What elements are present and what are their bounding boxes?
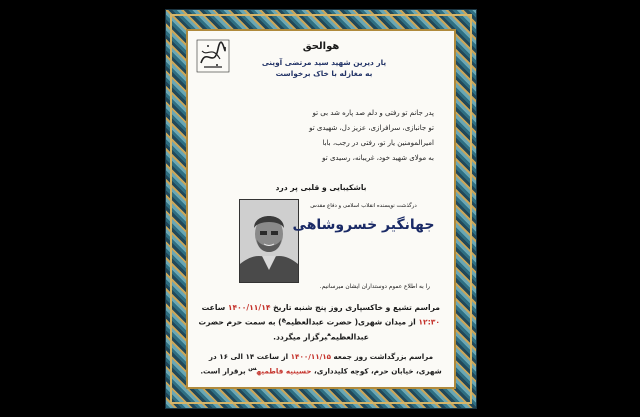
mourning-title: باشکیبایی و قلبی پر درد bbox=[275, 183, 367, 192]
header-line-2: به مغازله با خاک برخواست bbox=[275, 69, 373, 78]
funeral-text-6: برگزار میگردد. bbox=[273, 332, 328, 342]
funeral-text-1: مراسم تشیع و خاکسپاری روز پنج شنبه تاریخ bbox=[273, 303, 440, 312]
funeral-announcement bbox=[198, 302, 440, 343]
memorial-sup: س bbox=[248, 365, 257, 372]
memorial-text-1: مراسم بزرگداشت روز جمعه bbox=[333, 352, 434, 361]
notice-line: را به اطلاع عموم دوستداران ایشان میرسانیم. bbox=[319, 284, 430, 290]
funeral-date: ۱۴۰۰/۱۱/۱۴ bbox=[227, 303, 271, 312]
funeral-text-2: ساعت bbox=[201, 303, 226, 312]
memorial-place: حسینیه فاطمیه bbox=[256, 366, 312, 376]
memorial-line-1 bbox=[198, 351, 444, 363]
passing-line: درگذشت نویسنده انقلاب اسلامی و دفاع مقدس bbox=[310, 203, 417, 209]
funeral-line-3 bbox=[202, 329, 440, 344]
poem bbox=[224, 106, 434, 166]
poem-line-2: تو جانبازی، سرافرازی، عزیز دل، شهیدی تو bbox=[309, 124, 434, 132]
memorial-text-4: برقرار است. bbox=[200, 366, 246, 376]
poem-line-4: به مولای شهید خود، غریبانه، رسیدی تو bbox=[322, 154, 434, 162]
funeral-text-5: عبدالعظیم bbox=[330, 332, 369, 342]
memorial-announcement bbox=[198, 351, 444, 377]
deceased-name: جهانگیر خسروشاهی bbox=[292, 217, 435, 233]
funeral-sup-1: ع bbox=[281, 316, 286, 323]
poem-line-1: پدر جانم تو رفتی و دلم صد پاره شد بی تو bbox=[312, 109, 434, 117]
memorial-text-2: از ساعت ۱۴ الی ۱۶ در bbox=[208, 352, 289, 361]
funeral-text-3: از میدان شهری( حضرت عبدالعظیم bbox=[285, 317, 416, 327]
obituary-inner-panel bbox=[186, 29, 456, 389]
obituary-card bbox=[166, 10, 476, 408]
memorial-date: ۱۴۰۰/۱۱/۱۵ bbox=[290, 352, 332, 361]
header-line-1: یار دیرین شهید سید مرتضی آوینی bbox=[261, 58, 387, 67]
header-title: هوالحق bbox=[302, 41, 340, 52]
funeral-sup-2: ع bbox=[327, 330, 331, 338]
funeral-line-2 bbox=[198, 314, 440, 329]
portrait-photo bbox=[239, 199, 299, 283]
memorial-line-2 bbox=[198, 363, 444, 377]
poem-line-3: امیرالمومنین یار تو، رفتی در رجب، بابا bbox=[322, 139, 434, 147]
funeral-line-1 bbox=[202, 302, 440, 314]
funeral-text-4: ) به سمت حرم حضرت bbox=[198, 317, 282, 327]
memorial-text-3: شهری، خیابان حرم، کوچه کلیدداری، bbox=[314, 366, 442, 376]
funeral-time: ۱۲:۳۰ bbox=[418, 317, 440, 327]
